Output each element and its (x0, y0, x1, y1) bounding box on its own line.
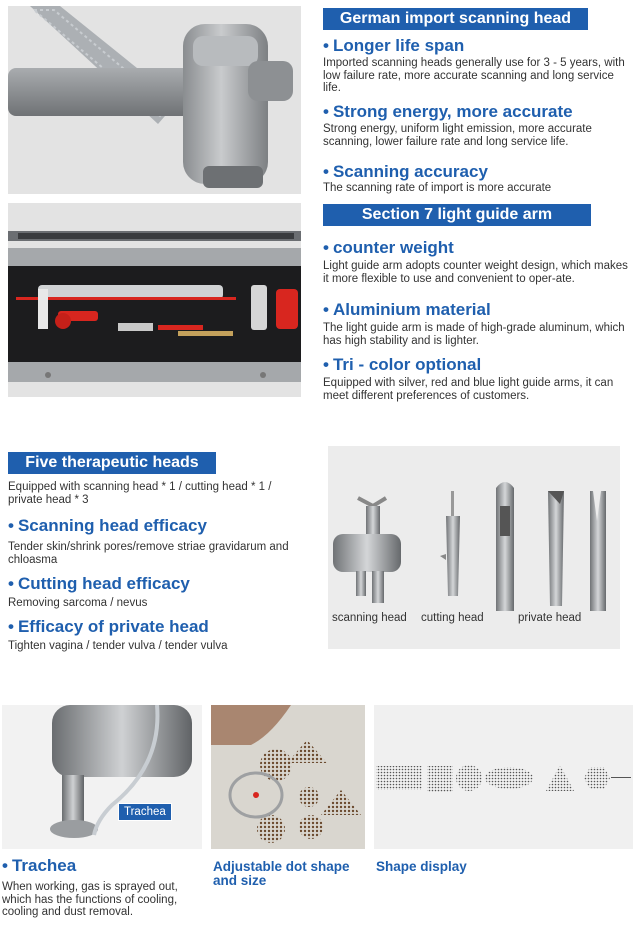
bullet-title-cutting-efficacy: • Cutting head efficacy (8, 574, 190, 594)
bullet-desc-counter-weight: Light guide arm adopts counter weight design, which makes it more flexible to use and convenient to oper-ate. (323, 260, 628, 285)
bullet-desc-scanning-efficacy: Tender skin/shrink pores/remove striae gravidarum and chloasma (8, 541, 289, 566)
bullet-title-scanning-accuracy: • Scanning accuracy (323, 162, 488, 182)
bullet-title-counter-weight: • counter weight (323, 238, 454, 258)
bullet-title-scanning-efficacy: • Scanning head efficacy (8, 516, 207, 536)
label-shape-display: Shape display (376, 859, 467, 874)
scanning-head-photo (8, 6, 301, 194)
bullet-title-aluminium: • Aluminium material (323, 300, 491, 320)
bullet-desc-tri-color: Equipped with silver, red and blue light guide arms, it can meet different preferences of customers. (323, 377, 614, 402)
bullet-title-trachea: • Trachea (2, 856, 76, 876)
therapeutic-heads-photo (328, 446, 620, 649)
trachea-tag: Trachea (118, 803, 172, 821)
caption-scanning-head: scanning head (332, 612, 407, 624)
bullet-desc-trachea: When working, gas is sprayed out, which has the functions of cooling, cooling and dust removal. (2, 881, 178, 918)
trachea-photo (2, 705, 202, 849)
bullet-title-strong-energy: • Strong energy, more accurate (323, 102, 573, 122)
section-banner-scanning-head: German import scanning head (323, 8, 588, 30)
bullet-desc-private-efficacy: Tighten vagina / tender vulva / tender vulva (8, 640, 228, 652)
light-guide-arm-case-photo (8, 203, 301, 397)
dot-shape-photo (211, 705, 365, 849)
section-banner-five-heads: Five therapeutic heads (8, 452, 216, 474)
section-banner-light-guide-arm: Section 7 light guide arm (323, 204, 591, 226)
bullet-title-longer-life: • Longer life span (323, 36, 464, 56)
bullet-desc-strong-energy: Strong energy, uniform light emission, more accurate scanning, lower failure rate and long service life. (323, 123, 592, 148)
bullet-title-tri-color: • Tri - color optional (323, 355, 481, 375)
bullet-title-private-efficacy: • Efficacy of private head (8, 617, 209, 637)
caption-cutting-head: cutting head (421, 612, 484, 624)
five-heads-intro: Equipped with scanning head * 1 / cutting head * 1 / private head * 3 (8, 481, 272, 506)
label-adjustable-dot: Adjustable dot shape and size (213, 859, 350, 888)
bullet-desc-cutting-efficacy: Removing sarcoma / nevus (8, 597, 148, 609)
bullet-desc-scanning-accuracy: The scanning rate of import is more accurate (323, 182, 552, 194)
bullet-desc-longer-life: Imported scanning heads generally use for 3 - 5 years, with low failure rate, more accurate scanning and long service life. (323, 57, 625, 94)
bullet-desc-aluminium: The light guide arm is made of high-grade aluminum, which has high stability and is lighter. (323, 322, 625, 347)
caption-private-head: private head (518, 612, 582, 624)
shape-display-photo (374, 705, 633, 849)
